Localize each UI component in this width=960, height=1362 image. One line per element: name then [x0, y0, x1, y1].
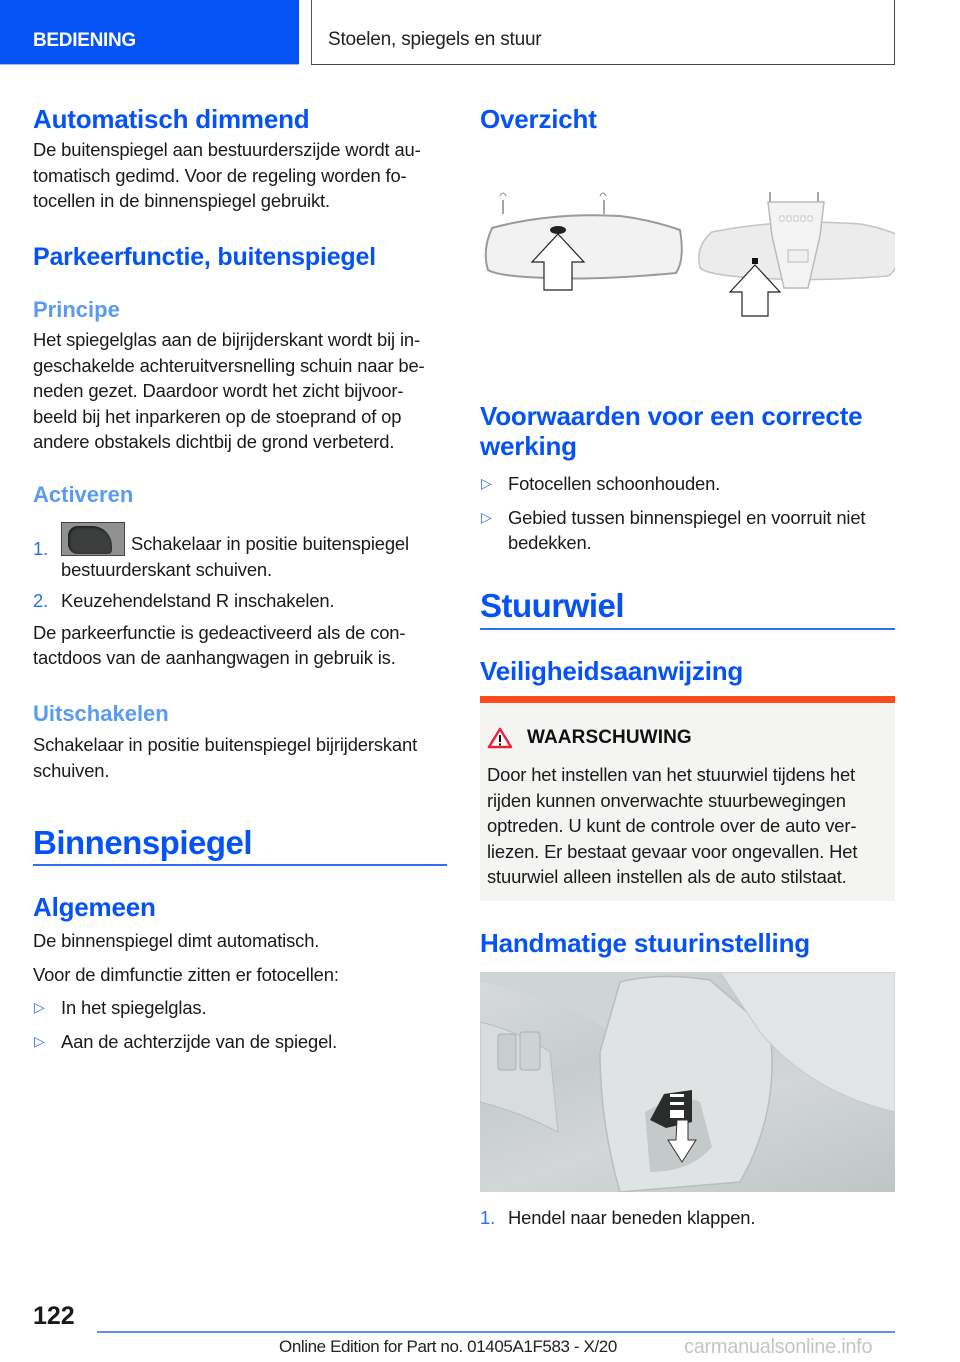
- text-line: optreden. U kunt de controle over de auto ver-: [487, 815, 857, 836]
- steering-lever-photo: [480, 972, 895, 1192]
- list-item: [480, 505, 895, 556]
- heading-principe: Principe: [33, 297, 120, 322]
- page-number: 122: [33, 1302, 75, 1330]
- heading-parkeerfunctie: Parkeerfunctie, buitenspiegel: [33, 243, 376, 271]
- bullet-triangle-icon: ▷: [34, 1032, 45, 1049]
- text-line: neden gezet. Daardoor wordt het zicht bijvoor-: [33, 380, 404, 401]
- text-line: liezen. Er bestaat gevaar voor ongevallen. Het: [487, 840, 858, 862]
- edition-text: Online Edition for Part no. 01405A1F583 - X/20: [279, 1337, 617, 1356]
- paragraph-algemeen: [33, 928, 447, 1054]
- step-text: bestuurderskant schuiven.: [61, 558, 272, 580]
- text-line: De buitenspiegel aan bestuurderszijde wordt au-: [33, 139, 421, 160]
- chapter-title: Stoelen, spiegels en stuur: [328, 29, 542, 50]
- text-line: tomatisch gedimd. Voor de regeling worden fo-: [33, 164, 407, 186]
- text-line: Het spiegelglas aan de bijrijderskant wordt bij in-: [33, 329, 420, 350]
- heading-line: Voorwaarden voor een correcte: [480, 401, 863, 431]
- text-line: rijden kunnen onverwachte stuurbewegingen: [487, 789, 846, 811]
- heading-binnenspiegel: Binnenspiegel: [33, 824, 253, 861]
- text-line: geschakelde achteruitversnelling schuin naar be-: [33, 354, 425, 376]
- paragraph-auto-dim: [33, 137, 447, 214]
- bullet-text: bedekken.: [508, 532, 592, 553]
- list-item: [480, 1205, 895, 1231]
- text-line: Voor de dimfunctie zitten er fotocellen:: [33, 963, 339, 985]
- section-divider: [33, 864, 447, 866]
- text-line: stuurwiel alleen instellen als de auto stilstaat.: [487, 866, 847, 887]
- bullet-triangle-icon: ▷: [481, 508, 492, 525]
- text-line: tactdoos van de aanhangwagen in gebruik is.: [33, 647, 396, 668]
- steps-activeren: [33, 530, 447, 671]
- bullet-triangle-icon: ▷: [481, 475, 492, 491]
- step-text: Keuzehendelstand R inschakelen.: [61, 590, 335, 611]
- left-column: [33, 0, 447, 1100]
- section-divider: [480, 628, 895, 630]
- list-item: [480, 471, 895, 497]
- text-line: Schakelaar in positie buitenspiegel bijrijderskant: [33, 734, 418, 755]
- heading-automatisch-dimmend: Automatisch dimmend: [33, 104, 310, 134]
- bullet-text: In het spiegelglas.: [61, 997, 207, 1018]
- text-line: De parkeerfunctie is gedeactiveerd als de con-: [33, 621, 406, 643]
- step-text: Hendel naar beneden klappen.: [508, 1207, 756, 1228]
- step-number: 1.: [33, 538, 49, 559]
- heading-voorwaarden: [480, 401, 895, 461]
- warning-box: [480, 696, 895, 901]
- paragraph-principe: [33, 327, 447, 455]
- right-column: [480, 0, 895, 1250]
- bullet-text: Fotocellen schoonhouden.: [508, 473, 721, 494]
- voorwaarden-list: [480, 471, 895, 556]
- list-item: [33, 995, 447, 1021]
- mirror-switch-icon: [61, 522, 125, 556]
- heading-handmatige-stuurinstelling: Handmatige stuurinstelling: [480, 928, 810, 958]
- footer-divider: [97, 1331, 895, 1333]
- paragraph-note: [33, 620, 447, 671]
- watermark: carmanualsonline.info: [684, 1336, 873, 1358]
- warning-text: [487, 762, 887, 890]
- step-text: Schakelaar in positie buitenspiegel: [131, 533, 409, 554]
- section-tab-label: BEDIENING: [33, 30, 136, 51]
- steering-column-illustration: [480, 972, 895, 1192]
- rear-view-mirror-diagram: [480, 180, 895, 330]
- text-line: Door het instellen van het stuurwiel tijdens het: [487, 764, 855, 785]
- text-line: schuiven.: [33, 759, 110, 781]
- heading-activeren: Activeren: [33, 482, 134, 507]
- step-number: 1.: [480, 1207, 496, 1228]
- step-number: 2.: [33, 590, 49, 611]
- heading-algemeen: Algemeen: [33, 892, 156, 922]
- heading-stuurwiel: Stuurwiel: [480, 587, 625, 624]
- text-line: beeld bij het inparkeren op de stoeprand of op: [33, 405, 402, 427]
- list-item: [33, 588, 447, 614]
- list-item: [33, 1029, 447, 1055]
- heading-overzicht: Overzicht: [480, 104, 597, 134]
- bullet-text: Gebied tussen binnenspiegel en voorruit niet: [508, 506, 866, 528]
- list-item: [33, 530, 447, 582]
- heading-veiligheidsaanwijzing: Veiligheidsaanwijzing: [480, 656, 744, 686]
- text-line: De binnenspiegel dimt automatisch.: [33, 930, 320, 951]
- text-line: andere obstakels dichtbij de grond verbeterd.: [33, 431, 395, 452]
- mirror-diagram-figure: [480, 180, 895, 330]
- steps-handmatig: [480, 1205, 895, 1231]
- warning-header: [487, 727, 692, 749]
- heading-line: werking: [480, 431, 577, 461]
- warning-label: WAARSCHUWING: [527, 727, 692, 748]
- text-line: tocellen in de binnenspiegel gebruikt.: [33, 190, 330, 211]
- bullet-text: Aan de achterzijde van de spiegel.: [61, 1030, 338, 1052]
- paragraph-uitschakelen: [33, 732, 447, 783]
- warning-triangle-icon: [487, 727, 513, 749]
- heading-uitschakelen: Uitschakelen: [33, 701, 169, 726]
- bullet-triangle-icon: ▷: [34, 999, 45, 1015]
